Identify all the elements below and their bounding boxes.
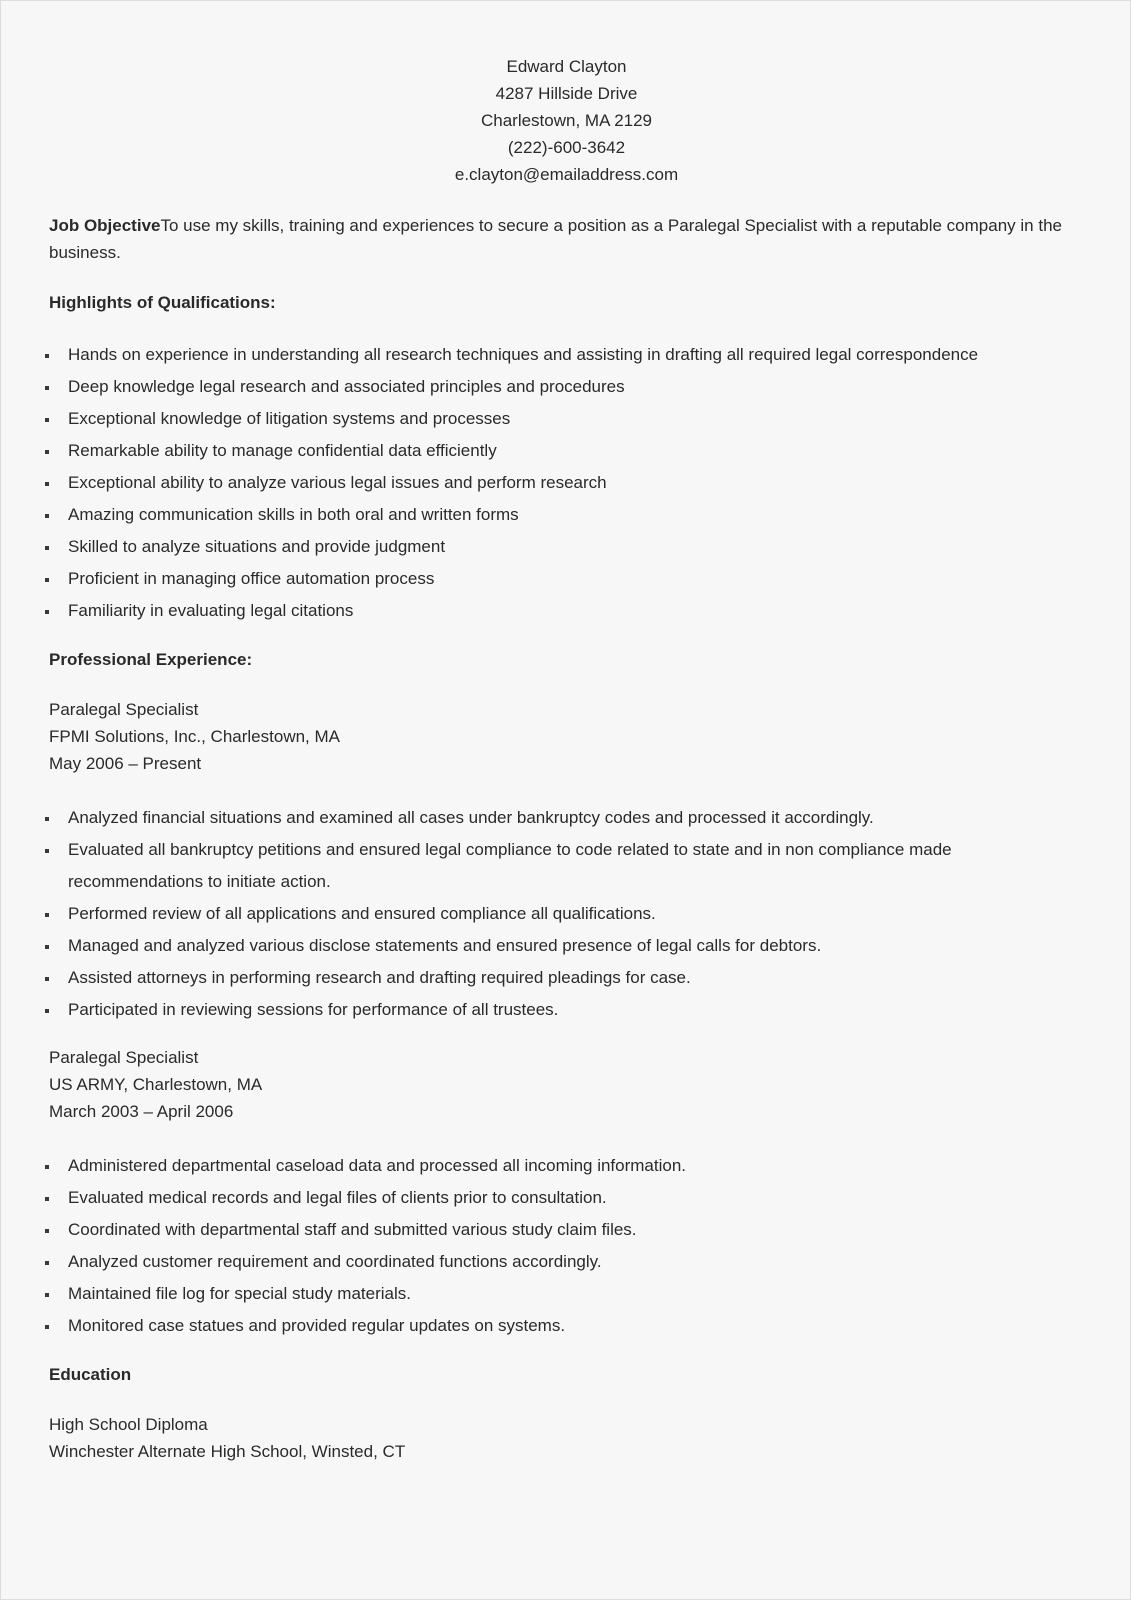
job-dates: May 2006 – Present [49,754,202,773]
list-item: Exceptional knowledge of litigation systems and processes [49,403,1089,435]
list-item: Maintained file log for special study materials. [49,1278,1089,1310]
list-item: Coordinated with departmental staff and submitted various study claim files. [49,1214,1089,1246]
list-item: Analyzed financial situations and examined all cases under bankruptcy codes and processed it accordingly. [49,802,1089,834]
job-dates: March 2003 – April 2006 [49,1102,234,1121]
list-item: Monitored case statues and provided regular updates on systems. [49,1310,1089,1342]
highlights-list [49,339,1089,627]
resume-body [49,212,1089,1465]
job-objective-label: Job Objective [49,216,161,235]
job-company: US ARMY, Charlestown, MA [49,1075,263,1094]
list-item: Administered departmental caseload data and processed all incoming information. [49,1150,1089,1182]
list-item: Amazing communication skills in both oral and written forms [49,499,1089,531]
job-entry [49,696,1089,777]
list-item: Evaluated all bankruptcy petitions and ensured legal compliance to code related to state and in non compliance made recommendations to initiate action. [49,834,1089,898]
job-duties-list [49,802,1089,1026]
city-state-zip: Charlestown, MA 2129 [480,111,653,130]
job-duties-list [49,1150,1089,1342]
degree: High School Diploma [49,1415,208,1434]
list-item: Proficient in managing office automation process [49,563,1089,595]
list-item: Analyzed customer requirement and coordinated functions accordingly. [49,1246,1089,1278]
list-item: Hands on experience in understanding all research techniques and assisting in drafting all required legal correspondence [49,339,1089,371]
highlights-heading: Highlights of Qualifications: [49,293,276,312]
education-heading: Education [49,1365,132,1384]
list-item: Skilled to analyze situations and provide judgment [49,531,1089,563]
experience-heading: Professional Experience: [49,650,253,669]
job-company: FPMI Solutions, Inc., Charlestown, MA [49,727,340,746]
job-title: Paralegal Specialist [49,700,199,719]
list-item: Deep knowledge legal research and associated principles and procedures [49,371,1089,403]
contact-header [1,53,1131,188]
list-item: Exceptional ability to analyze various legal issues and perform research [49,467,1089,499]
job-entry [49,1044,1089,1125]
list-item: Managed and analyzed various disclose statements and ensured presence of legal calls for debtors. [49,930,1089,962]
email-address: e.clayton@emailaddress.com [454,165,679,184]
list-item: Performed review of all applications and ensured compliance all qualifications. [49,898,1089,930]
list-item: Assisted attorneys in performing research and drafting required pleadings for case. [49,962,1089,994]
street-address: 4287 Hillside Drive [495,84,638,103]
school: Winchester Alternate High School, Winsted, CT [49,1442,406,1461]
list-item: Participated in reviewing sessions for performance of all trustees. [49,994,1089,1026]
phone-number: (222)-600-3642 [507,138,626,157]
applicant-name: Edward Clayton [506,57,627,76]
job-objective [49,212,1089,266]
list-item: Familiarity in evaluating legal citations [49,595,1089,627]
education-entry [49,1411,1089,1465]
list-item: Remarkable ability to manage confidential data efficiently [49,435,1089,467]
list-item: Evaluated medical records and legal files of clients prior to consultation. [49,1182,1089,1214]
job-objective-text: To use my skills, training and experiences to secure a position as a Paralegal Specialist with a reputable company in the business. [49,216,1062,262]
job-title: Paralegal Specialist [49,1048,199,1067]
